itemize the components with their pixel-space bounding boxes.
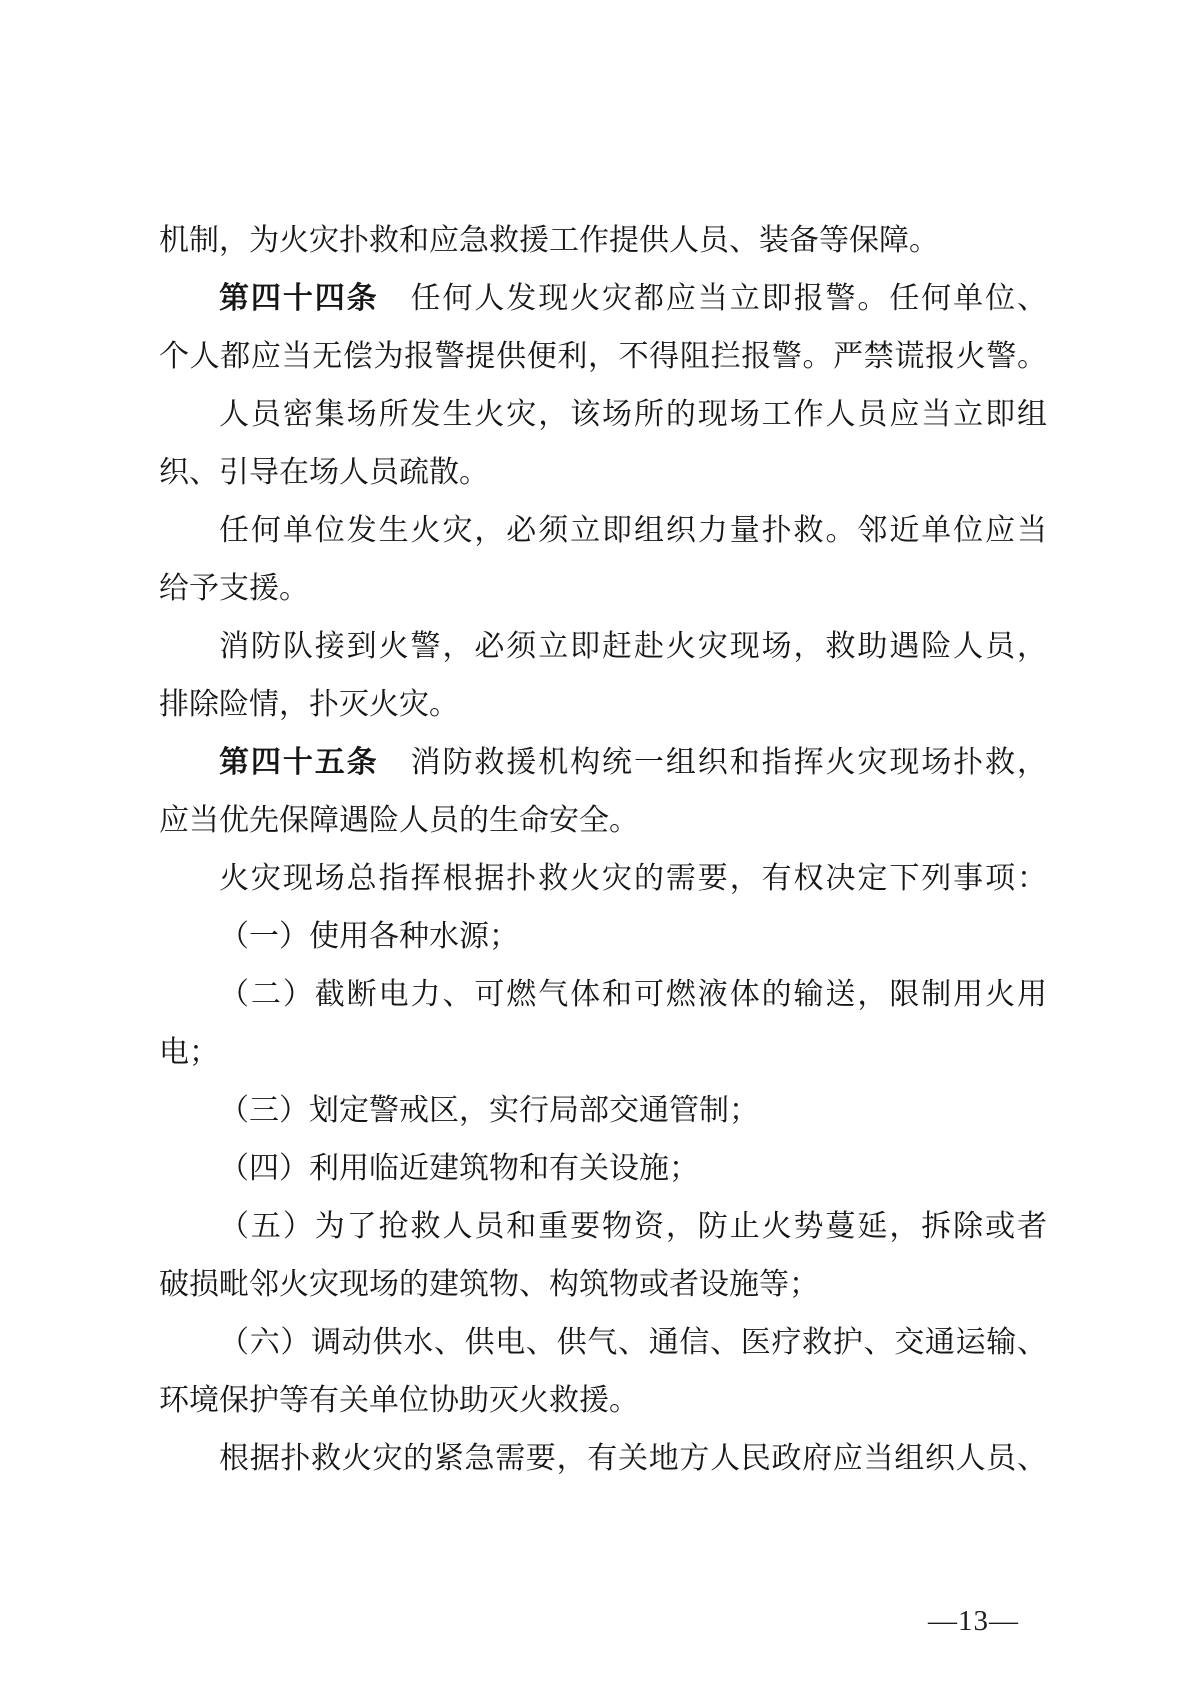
text-segment: 根据扑救火灾的紧急需要，有关地方人民政府应当组织人员、 bbox=[219, 1442, 1047, 1475]
text-segment: 机制，为火灾扑救和应急救援工作提供人员、装备等保障。 bbox=[159, 224, 939, 257]
paragraph bbox=[159, 1140, 1047, 1198]
text-segment: 任何单位发生火灾，必须立即组织力量扑救。邻近单位应当 bbox=[219, 514, 1047, 547]
text-segment: 人员密集场所发生火灾，该场所的现场工作人员应当立即组 bbox=[219, 398, 1047, 431]
text-segment: 消防救援机构统一组织和指挥火灾现场扑救， bbox=[378, 746, 1048, 779]
text-line bbox=[159, 908, 1047, 966]
text-line bbox=[159, 966, 1047, 1024]
paragraph bbox=[159, 1314, 1047, 1430]
text-segment: （二）截断电力、可燃气体和可燃液体的输送，限制用火用 bbox=[219, 978, 1047, 1011]
text-line bbox=[159, 502, 1047, 560]
paragraph bbox=[159, 850, 1047, 908]
paragraph bbox=[159, 270, 1047, 386]
paragraph bbox=[159, 734, 1047, 850]
paragraph bbox=[159, 1430, 1047, 1488]
text-line bbox=[159, 1024, 1047, 1082]
paragraph bbox=[159, 212, 1047, 270]
paragraph bbox=[159, 618, 1047, 734]
text-segment: 消防队接到火警，必须立即赶赴火灾现场，救助遇险人员， bbox=[219, 630, 1047, 663]
paragraph bbox=[159, 386, 1047, 502]
text-segment: （五）为了抢救人员和重要物资，防止火势蔓延，拆除或者 bbox=[219, 1210, 1047, 1243]
text-line bbox=[159, 386, 1047, 444]
text-segment: 破损毗邻火灾现场的建筑物、构筑物或者设施等； bbox=[159, 1268, 819, 1301]
text-segment: 任何人发现火灾都应当立即报警。任何单位、 bbox=[378, 282, 1048, 315]
text-line bbox=[159, 560, 1047, 618]
text-line bbox=[159, 1140, 1047, 1198]
text-line bbox=[159, 1314, 1047, 1372]
text-segment: 火灾现场总指挥根据扑救火灾的需要，有权决定下列事项： bbox=[219, 862, 1047, 895]
text-line bbox=[159, 1256, 1047, 1314]
paragraph bbox=[159, 908, 1047, 966]
text-line bbox=[159, 270, 1047, 328]
page-number: —13— bbox=[928, 1605, 1019, 1637]
text-line bbox=[159, 1082, 1047, 1140]
text-segment: （四）利用临近建筑物和有关设施； bbox=[219, 1152, 699, 1185]
text-line bbox=[159, 328, 1047, 386]
text-segment: 给予支援。 bbox=[159, 572, 309, 605]
text-segment: 织、引导在场人员疏散。 bbox=[159, 456, 489, 489]
text-line bbox=[159, 850, 1047, 908]
article-number: 第四十四条 bbox=[219, 282, 379, 315]
text-line bbox=[159, 1198, 1047, 1256]
text-line bbox=[159, 676, 1047, 734]
text-segment: （三）划定警戒区，实行局部交通管制； bbox=[219, 1094, 759, 1127]
document-body bbox=[159, 212, 1047, 1488]
paragraph bbox=[159, 966, 1047, 1082]
text-line bbox=[159, 444, 1047, 502]
paragraph bbox=[159, 1082, 1047, 1140]
paragraph bbox=[159, 502, 1047, 618]
text-segment: （六）调动供水、供电、供气、通信、医疗救护、交通运输、 bbox=[219, 1326, 1047, 1359]
text-segment: 环境保护等有关单位协助灭火救援。 bbox=[159, 1384, 639, 1417]
text-line bbox=[159, 212, 1047, 270]
text-segment: 排除险情，扑灭火灾。 bbox=[159, 688, 459, 721]
text-line bbox=[159, 792, 1047, 850]
text-segment: 个人都应当无偿为报警提供便利，不得阻拦报警。严禁谎报火警。 bbox=[159, 340, 1047, 373]
text-line bbox=[159, 1372, 1047, 1430]
article-number: 第四十五条 bbox=[219, 746, 379, 779]
text-segment: （一）使用各种水源； bbox=[219, 920, 519, 953]
text-line bbox=[159, 1430, 1047, 1488]
text-line bbox=[159, 734, 1047, 792]
text-segment: 电； bbox=[159, 1036, 219, 1069]
text-line bbox=[159, 618, 1047, 676]
paragraph bbox=[159, 1198, 1047, 1314]
text-segment: 应当优先保障遇险人员的生命安全。 bbox=[159, 804, 639, 837]
